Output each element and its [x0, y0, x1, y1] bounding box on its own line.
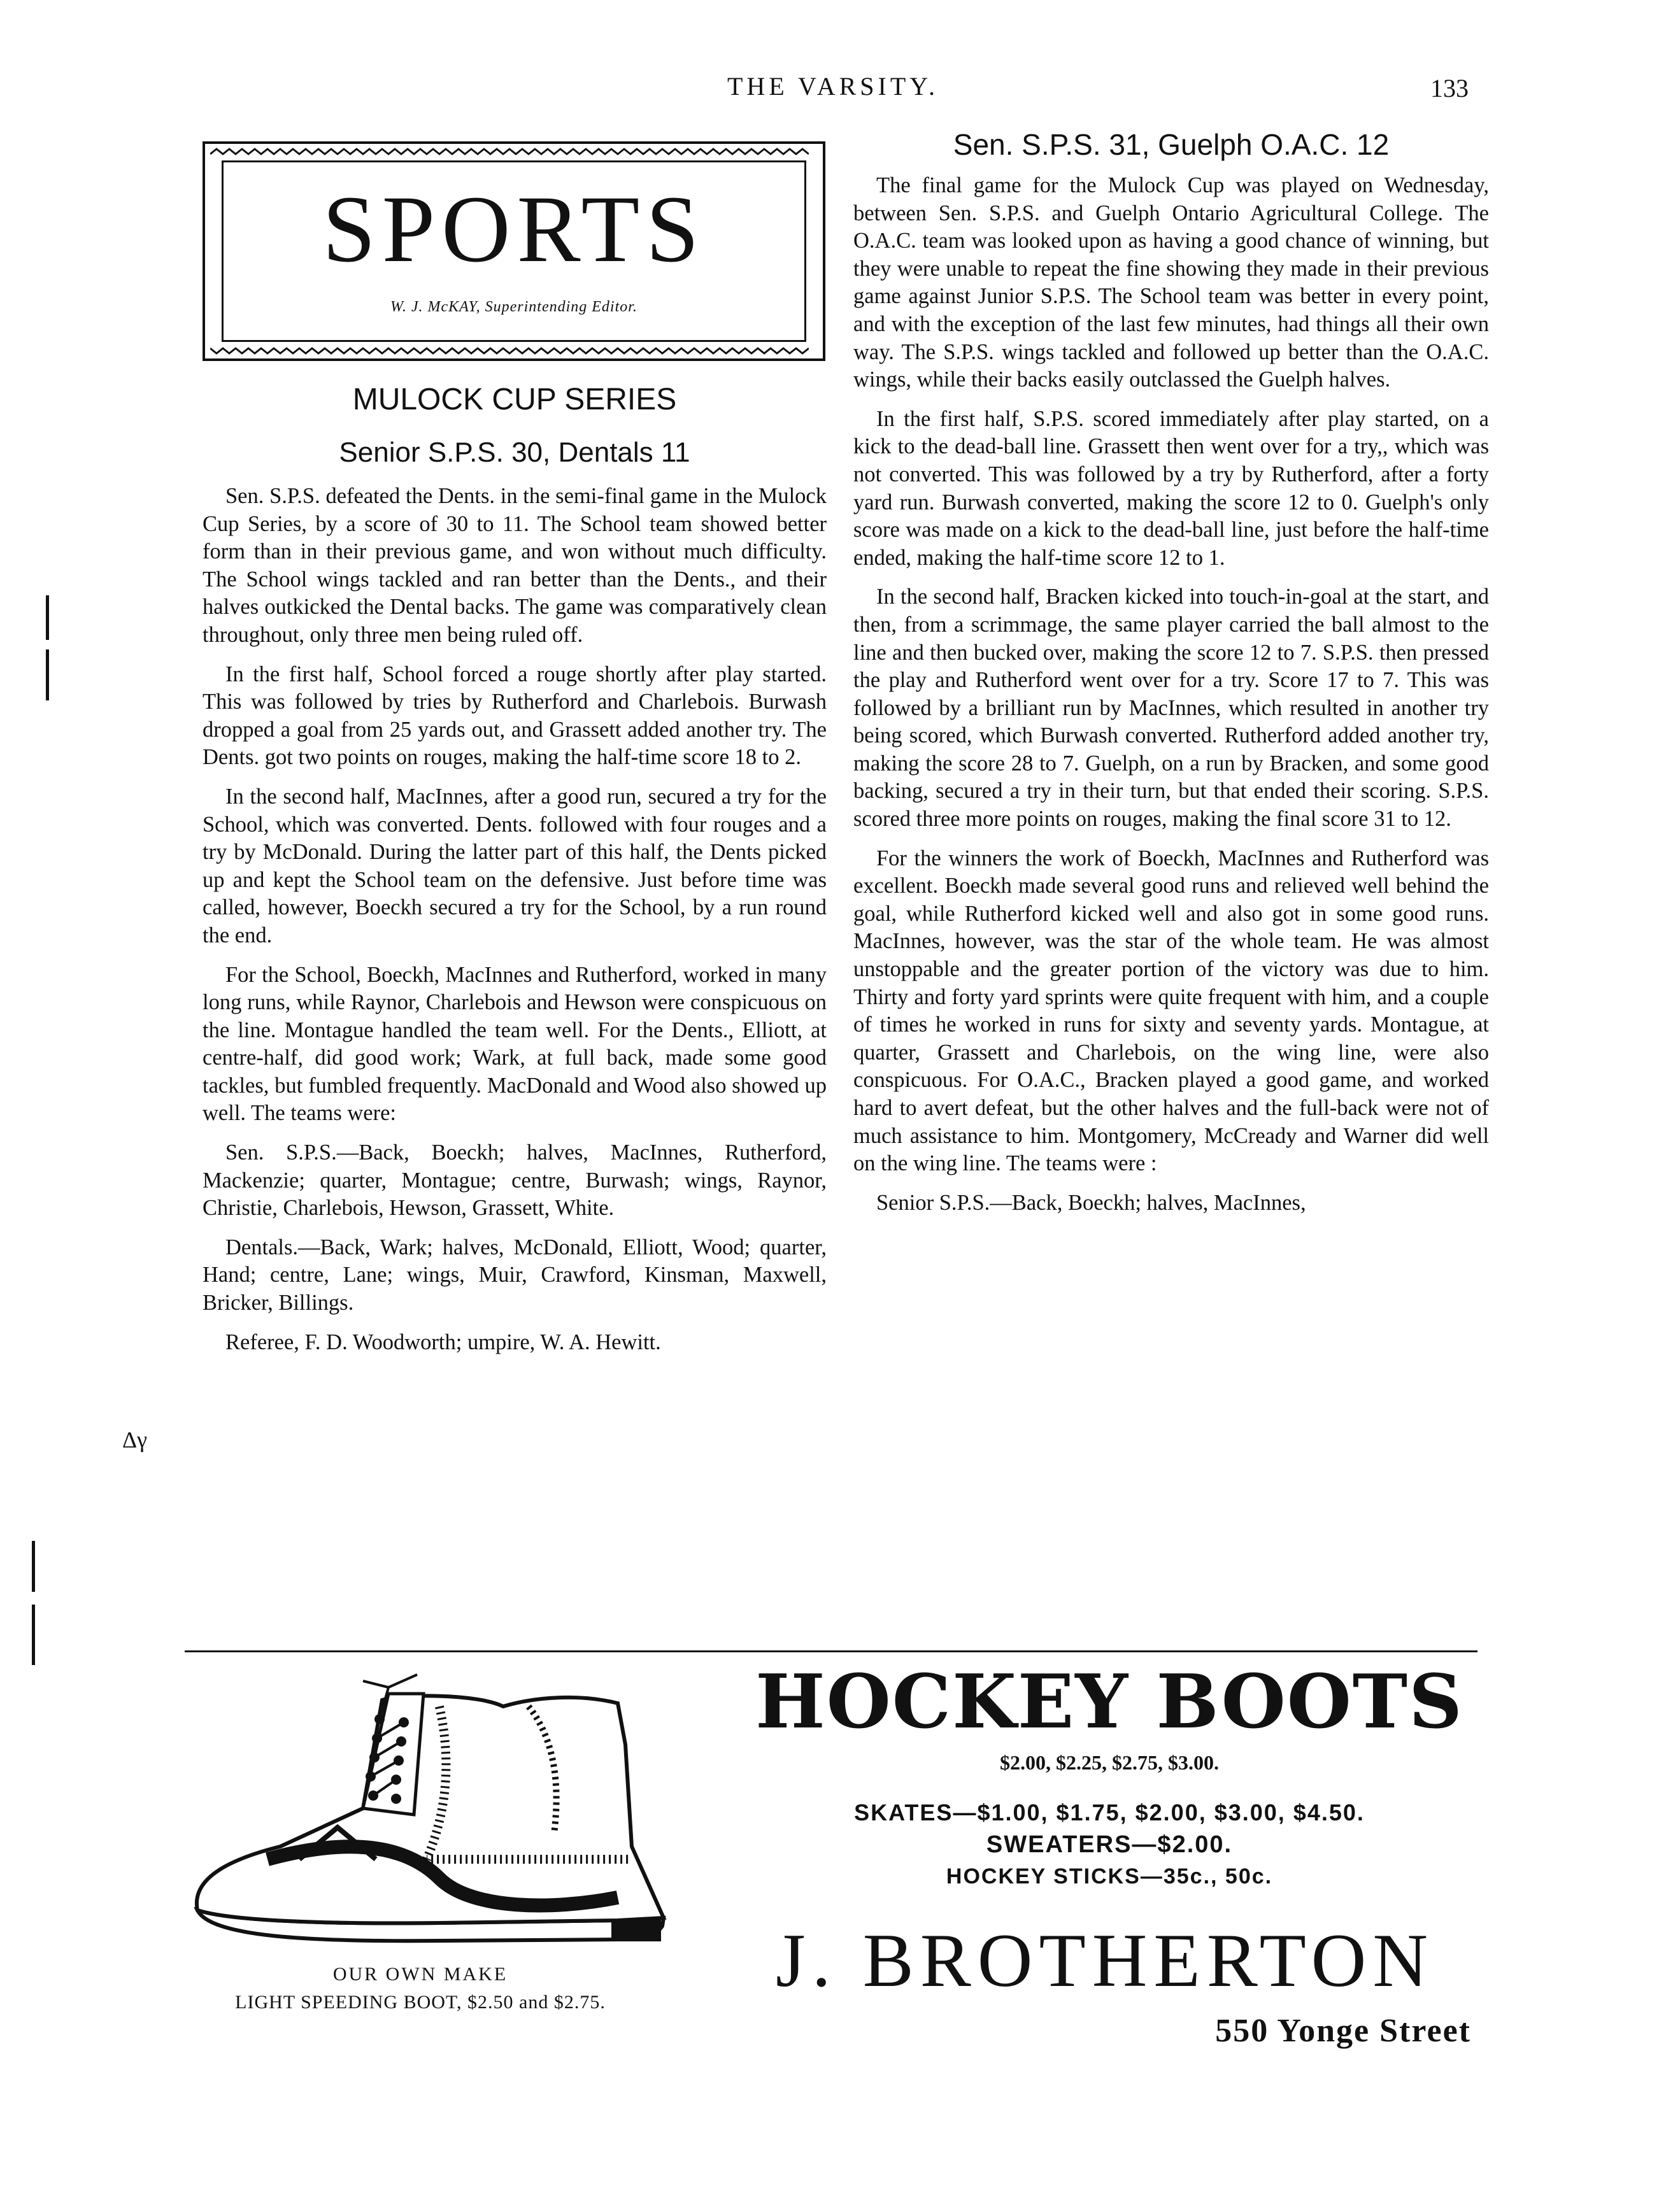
sports-inner-frame	[222, 160, 806, 342]
merchant-address: 550 Yonge Street	[1215, 2013, 1471, 2049]
article-paragraph: In the second half, MacInnes, after a good run, secured a try for the School, which was converted. Dents. followed with four rouges and a try by McDonald. During the latter part of this half, the Dents picked up and kept the School team on the defensive. Just before time was called, however, Boeckh secured a try for the School, by a run round the end.	[203, 784, 827, 947]
decorative-border-bottom	[210, 347, 818, 355]
margin-mark	[32, 1541, 35, 1592]
game-title-left: Senior S.P.S. 30, Dentals 11	[339, 437, 690, 468]
article-paragraph: Sen. S.P.S. defeated the Dents. in the semi-final game in the Mulock Cup Series, by a score of 30 to 11. The School team showed better form than in their previous game, and won without much difficulty. The School wings tackled and ran better than the Dents., and their halves outkicked the Dental backs. The game was comparatively clean throughout, only three men being ruled off.	[203, 484, 827, 647]
article-paragraph: In the first half, S.P.S. scored immediately after play started, on a kick to the dead-ball line. Grassett then went over for a try,, which was not converted. This was followed by a try by Rutherford, after a forty yard run. Burwash converted, making the score 12 to 0. Guelph's only score was made on a kick to the dead-ball line, just before the half-time ended, making the half-time score 12 to 1.	[853, 406, 1489, 570]
boot-caption-line2: LIGHT SPEEDING BOOT, $2.50 and $2.75.	[235, 1992, 606, 2013]
running-title: THE VARSITY.	[727, 72, 939, 101]
margin-mark	[46, 595, 49, 640]
editor-credit: W. J. McKAY, Superintending Editor.	[390, 299, 637, 315]
team-lineup: Senior S.P.S.—Back, Boeckh; halves, MacInnes,	[876, 1190, 1306, 1215]
advertisement-rule	[185, 1650, 1477, 1652]
article-paragraph: In the second half, Bracken kicked into touch-in-goal at the start, and then, from a scrimmage, the same player carried the ball almost to the line and then bucked over, making the score 12 to 7. S.P.S. then pressed the play and Rutherford went over for a try. Score 17 to 7. This was followed by a brilliant run by MacInnes, which resulted in another try being scored, which Burwash converted. Rutherford added another try, making the score 28 to 7. Guelph, on a run by Bracken, and some good backing, secured a try in their turn, but that ended their scoring. S.P.S. scored three more points on rouges, making the final score 31 to 12.	[853, 585, 1489, 832]
boot-caption-line1: OUR OWN MAKE	[332, 1964, 508, 1985]
game-title-right: Sen. S.P.S. 31, Guelph O.A.C. 12	[953, 128, 1390, 161]
page-number: 133	[1430, 74, 1469, 103]
hockey-sticks-prices: HOCKEY STICKS—35c., 50c.	[946, 1864, 1273, 1889]
boot-prices: $2.00, $2.25, $2.75, $3.00.	[1000, 1751, 1219, 1774]
margin-annotation: Δγ	[122, 1427, 148, 1452]
decorative-border-top	[210, 148, 818, 155]
sports-title: SPORTS	[322, 176, 706, 282]
team-lineup: Sen. S.P.S.—Back, Boeckh; halves, MacInnes, Rutherford, Mackenzie; quarter, Montague; centre, Burwash; wings, Raynor, Christie, Charlebois, Hewson, Grassett, White.	[203, 1140, 827, 1221]
hockey-boot-icon	[172, 1668, 675, 1955]
article-paragraph: For the School, Boeckh, MacInnes and Rutherford, worked in many long runs, while Raynor, Charlebois and Hewson were conspicuous on the line. Montague handled the team well. For the Dents., Elliott, at centre-half, did good work; Wark, at full back, made some good tackles, but fumbled frequently. MacDonald and Wood also showed up well. The teams were:	[203, 962, 827, 1126]
article-paragraph: In the first half, School forced a rouge shortly after play started. This was followed by tries by Rutherford and Charlebois. Burwash dropped a goal from 25 yards out, and Grassett added another try. The Dents. got two points on rouges, making the half-time score 18 to 2.	[203, 662, 827, 770]
merchant-name: J. BROTHERTON	[776, 1918, 1434, 2003]
article-paragraph: For the winners the work of Boeckh, MacInnes and Rutherford was excellent. Boeckh made several good runs and relieved well behind the goal, while Rutherford kicked well and also got in some good runs. MacInnes, however, was the star of the whole team. He was almost unstoppable and the greater portion of the victory was due to him. Thirty and forty yard sprints were quite frequent with him, and a couple of times he worked in runs for sixty and seventy yards. Montague, at quarter, Grassett and Charlebois, on the wing line, were also conspicuous. For O.A.C., Bracken played a good game, and worked hard to avert defeat, but the other halves and the full-back were not of much assistance to him. Montgomery, McCready and Warner did well on the wing line. The teams were :	[853, 846, 1489, 1176]
article-paragraph: The final game for the Mulock Cup was played on Wednesday, between Sen. S.P.S. and Guelph Ontario Agricultural College. The O.A.C. team was looked upon as having a good chance of winning, but they were unable to repeat the fine showing they made in their previous game against Junior S.P.S. The School team was better in every point, and with the exception of the last few minutes, had things all their own way. The S.P.S. wings tackled and followed up better than the O.A.C. wings, while their backs easily outclassed the Guelph halves.	[853, 173, 1489, 392]
right-article-body	[853, 172, 1489, 1228]
ad-headline: HOCKEY BOOTS	[755, 1659, 1463, 1745]
boot-illustration	[172, 1668, 675, 1955]
margin-mark	[32, 1605, 35, 1665]
section-title: MULOCK CUP SERIES	[352, 383, 677, 416]
margin-mark	[46, 649, 49, 700]
officials: Referee, F. D. Woodworth; umpire, W. A. Hewitt.	[225, 1329, 661, 1354]
left-article-body	[203, 483, 827, 1368]
sports-header-box	[203, 141, 825, 361]
team-lineup: Dentals.—Back, Wark; halves, McDonald, Elliott, Wood; quarter, Hand; centre, Lane; wings, Muir, Crawford, Kinsman, Maxwell, Bricker, Billings.	[203, 1235, 827, 1315]
sweaters-price: SWEATERS—$2.00.	[986, 1831, 1233, 1858]
skates-prices: SKATES—$1.00, $1.75, $2.00, $3.00, $4.50.	[854, 1799, 1365, 1826]
